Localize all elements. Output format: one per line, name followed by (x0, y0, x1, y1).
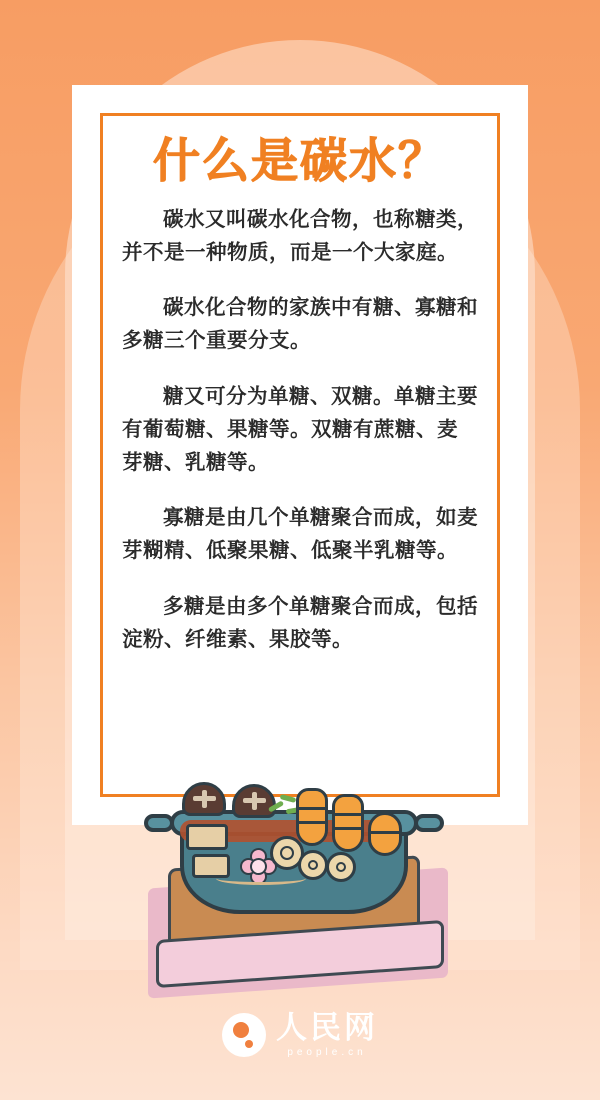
paragraph: 多糖是由多个单糖聚合而成，包括淀粉、纤维素、果胶等。 (122, 594, 478, 651)
pot-handle-right (414, 814, 444, 832)
paragraph: 糖又可分为单糖、双糖。单糖主要有葡萄糖、果糖等。双糖有蔗糖、麦芽糖、乳糖等。 (122, 384, 478, 474)
mushroom-icon (182, 782, 226, 816)
noodle-strand (216, 872, 306, 885)
shrimp-icon (368, 812, 402, 856)
shrimp-icon (296, 788, 328, 846)
article-body (122, 191, 478, 656)
logo-domain: people.cn (287, 1047, 367, 1058)
hotpot-illustration (120, 760, 480, 1010)
logo-text (276, 1012, 378, 1058)
paragraph: 碳水化合物的家族中有糖、寡糖和多糖三个重要分支。 (122, 296, 478, 353)
logo-name: 人民网 (276, 1010, 378, 1045)
site-logo (222, 1012, 378, 1058)
paragraph: 碳水又叫碳水化合物，也称糖类，并不是一种物质，而是一个大家庭。 (122, 207, 478, 264)
people-logo-icon (222, 1013, 266, 1057)
food-roll-icon (326, 852, 356, 882)
shrimp-icon (332, 794, 364, 852)
paragraph: 寡糖是由几个单糖聚合而成，如麦芽糊精、低聚果糖、低聚半乳糖等。 (122, 506, 478, 563)
footer (0, 1012, 600, 1062)
article-content (110, 120, 490, 656)
tofu-piece (186, 824, 228, 850)
page-title: 什么是碳水？ (153, 134, 447, 187)
